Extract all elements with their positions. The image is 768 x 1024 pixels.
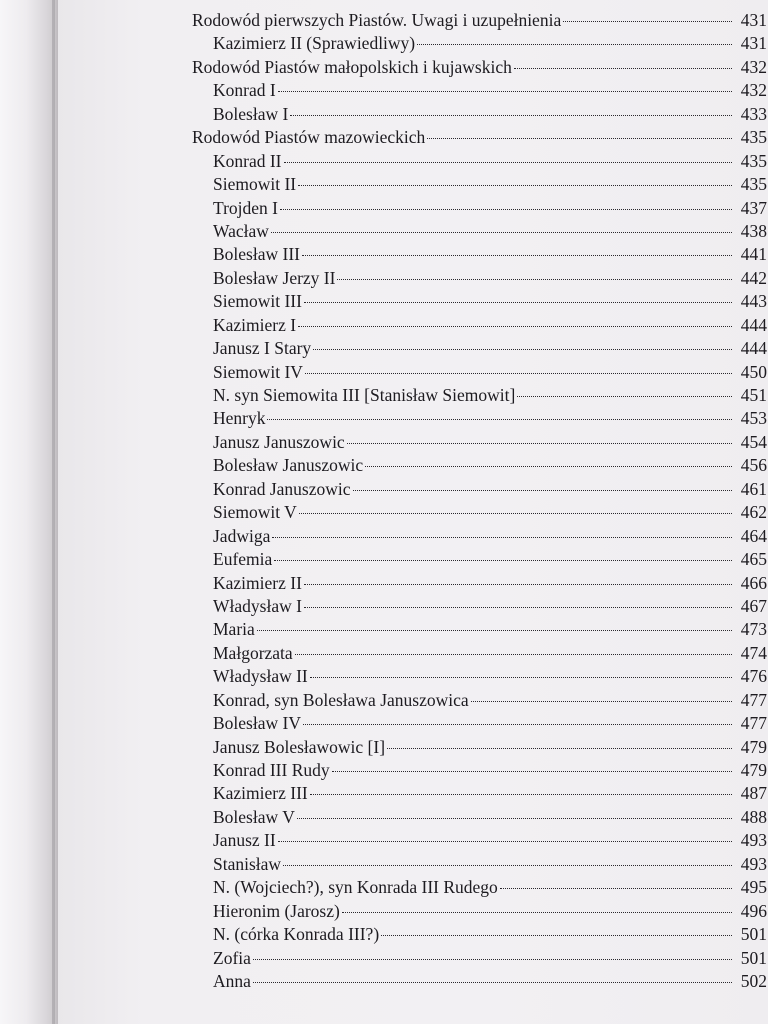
toc-page-number: 466 [740,572,767,593]
toc-entry [192,103,767,126]
toc-entry [192,173,767,196]
toc-entry-title: Konrad I [213,80,276,101]
toc-page-number: 501 [740,924,767,945]
toc-page-number: 454 [740,431,767,452]
dot-leader [298,185,732,186]
toc-entry [192,642,767,665]
toc-entry-title: Maria [213,619,255,640]
dot-leader [304,607,732,608]
toc-entry [192,525,767,548]
toc-entry-title: Janusz Bolesławowic [I] [213,736,386,757]
dot-leader [290,115,732,116]
toc-entry-title: Bolesław III [213,244,300,265]
dot-leader [417,44,732,45]
dot-leader [278,91,732,92]
toc-entry [192,267,767,290]
toc-entry [192,407,767,430]
toc-entry [192,736,767,759]
book-page [58,0,768,1024]
toc-entry [192,853,767,876]
toc-entry-title: Siemowit V [213,502,297,523]
toc-section-heading [192,56,767,79]
toc-entry-title: Kazimierz II [213,572,302,593]
dot-leader [514,68,732,69]
page-edge-shadow [52,0,55,1024]
toc-entry-title: Janusz I Stary [213,338,312,359]
dot-leader [387,748,732,749]
toc-entry-title: Eufemia [213,549,273,570]
toc-page-number: 493 [740,830,767,851]
toc-entry [192,806,767,829]
toc-entry [192,829,767,852]
toc-entry [192,150,767,173]
toc-page-number: 444 [740,338,767,359]
toc-entry [192,501,767,524]
dot-leader [257,630,732,631]
dot-leader [284,162,732,163]
toc-entry-title: Janusz II [213,830,276,851]
toc-page-number: 437 [740,197,767,218]
toc-entry-title: Siemowit III [213,291,302,312]
toc-entry-title: N. syn Siemowita III [Stanisław Siemowit] [213,385,516,405]
toc-entry [192,478,767,501]
toc-entry [192,923,767,946]
toc-entry-title: Trojden I [213,197,278,218]
toc-entry-title: Jadwiga [213,525,271,546]
toc-page-number: 435 [740,127,767,148]
toc-entry-title: Henryk [213,408,266,429]
toc-entry-title: N. (Wojciech?), syn Konrada III Rudego [213,877,498,898]
toc-page-number: 456 [740,455,767,476]
toc-entry-title: Kazimierz III [213,783,308,804]
dot-leader [267,419,732,420]
toc-page-number: 432 [740,80,767,101]
toc-entry [192,665,767,688]
toc-entry [192,712,767,735]
dot-leader [253,959,732,960]
toc-entry-title: Małgorzata [213,642,293,663]
toc-entry [192,970,767,993]
toc-entry-title: Rodowód pierwszych Piastów. Uwagi i uzupełnienia [192,10,562,30]
toc-entry [192,947,767,970]
toc-page-number: 464 [740,525,767,546]
toc-page-number: 496 [740,900,767,921]
dot-leader [302,255,732,256]
toc-page-number: 442 [740,267,767,288]
toc-section-heading [192,9,767,32]
toc-page-number: 431 [740,33,767,54]
toc-entry [192,431,767,454]
dot-leader [563,21,732,22]
toc-entry [192,876,767,899]
toc-page-number: 462 [740,502,767,523]
toc-entry [192,759,767,782]
dot-leader [353,490,732,491]
toc-entry-title: Hieronim (Jarosz) [213,900,340,921]
toc-entry [192,618,767,641]
toc-entry-title: Władysław II [213,666,308,687]
toc-entry [192,337,767,360]
dot-leader [427,138,732,139]
toc-entry [192,243,767,266]
toc-entry [192,314,767,337]
toc-entry [192,782,767,805]
toc-page-number: 473 [740,619,767,640]
toc-page-number: 488 [740,806,767,827]
toc-page-number: 479 [740,736,767,757]
toc-entry [192,32,767,55]
toc-page-number: 465 [740,549,767,570]
toc-page-number: 438 [740,220,767,241]
dot-leader [310,677,732,678]
toc-page-number: 477 [740,713,767,734]
toc-page-number: 435 [740,150,767,171]
toc-page-number: 502 [740,970,767,991]
dot-leader [278,841,732,842]
dot-leader [365,466,732,467]
toc-entry-title: Wacław [213,220,269,241]
dot-leader [304,584,732,585]
dot-leader [280,209,732,210]
dot-leader [272,537,732,538]
book-spine-gutter [0,0,58,1024]
toc-page-number: 461 [740,478,767,499]
toc-entry [192,290,767,313]
dot-leader [271,232,732,233]
toc-entry [192,548,767,571]
dot-leader [299,513,732,514]
toc-entry-title: Zofia [213,947,251,968]
toc-page-number: 433 [740,103,767,124]
dot-leader [298,326,732,327]
toc-entry-title: Siemowit II [213,174,297,195]
dot-leader [253,982,732,983]
dot-leader [332,771,732,772]
toc-entry-title: Konrad III Rudy [213,760,330,780]
toc-page-number: 435 [740,174,767,195]
toc-page-number: 431 [740,10,767,30]
toc-entry-title: Bolesław Jerzy II [213,267,336,288]
toc-entry [192,79,767,102]
toc-page-number: 476 [740,666,767,687]
dot-leader [500,888,732,889]
toc-entry-title: Konrad II [213,150,282,171]
toc-entry-title: Bolesław Januszowic [213,455,364,476]
toc-page-number: 451 [740,385,767,405]
toc-page-number: 474 [740,642,767,663]
toc-entry-title: Rodowód Piastów małopolskich i kujawskich [192,56,512,77]
dot-leader [283,865,732,866]
toc-page-number: 477 [740,689,767,710]
dot-leader [274,560,732,561]
dot-leader [295,654,732,655]
toc-entry [192,361,767,384]
toc-entry [192,900,767,923]
toc-entry-title: N. (córka Konrada III?) [213,924,380,945]
toc-entry-title: Konrad Januszowic [213,478,351,499]
toc-entry [192,220,767,243]
dot-leader [313,349,732,350]
dot-leader [517,396,732,397]
toc-entry [192,595,767,618]
toc-entry [192,197,767,220]
toc-entry-title: Janusz Januszowic [213,431,345,452]
toc-entry [192,454,767,477]
toc-page-number: 495 [740,877,767,898]
toc-entry [192,689,767,712]
toc-entry-title: Kazimierz I [213,314,297,335]
toc-entry-title: Kazimierz II (Sprawiedliwy) [213,33,416,54]
dot-leader [337,279,732,280]
dot-leader [381,935,732,936]
table-of-contents [192,9,767,993]
toc-entry-title: Siemowit IV [213,361,303,382]
toc-entry-title: Anna [213,970,251,991]
toc-section-heading [192,126,767,149]
dot-leader [342,912,732,913]
toc-entry [192,384,767,407]
toc-entry-title: Konrad, syn Bolesława Januszowica [213,689,469,710]
toc-entry-title: Bolesław IV [213,713,301,734]
toc-page-number: 453 [740,408,767,429]
toc-page-number: 443 [740,291,767,312]
dot-leader [304,302,732,303]
toc-entry-title: Rodowód Piastów mazowieckich [192,127,426,148]
dot-leader [297,818,732,819]
toc-page-number: 479 [740,760,767,780]
toc-entry-title: Bolesław V [213,806,295,827]
toc-entry-title: Bolesław I [213,103,289,124]
dot-leader [310,794,732,795]
toc-entry-title: Stanisław [213,853,282,874]
toc-entry-title: Władysław I [213,595,302,616]
toc-page-number: 444 [740,314,767,335]
dot-leader [305,373,732,374]
toc-page-number: 467 [740,595,767,616]
dot-leader [303,724,732,725]
toc-page-number: 487 [740,783,767,804]
toc-page-number: 501 [740,947,767,968]
toc-page-number: 441 [740,244,767,265]
toc-page-number: 493 [740,853,767,874]
toc-page-number: 432 [740,56,767,77]
toc-entry [192,572,767,595]
toc-page-number: 450 [740,361,767,382]
dot-leader [347,443,732,444]
dot-leader [471,701,732,702]
